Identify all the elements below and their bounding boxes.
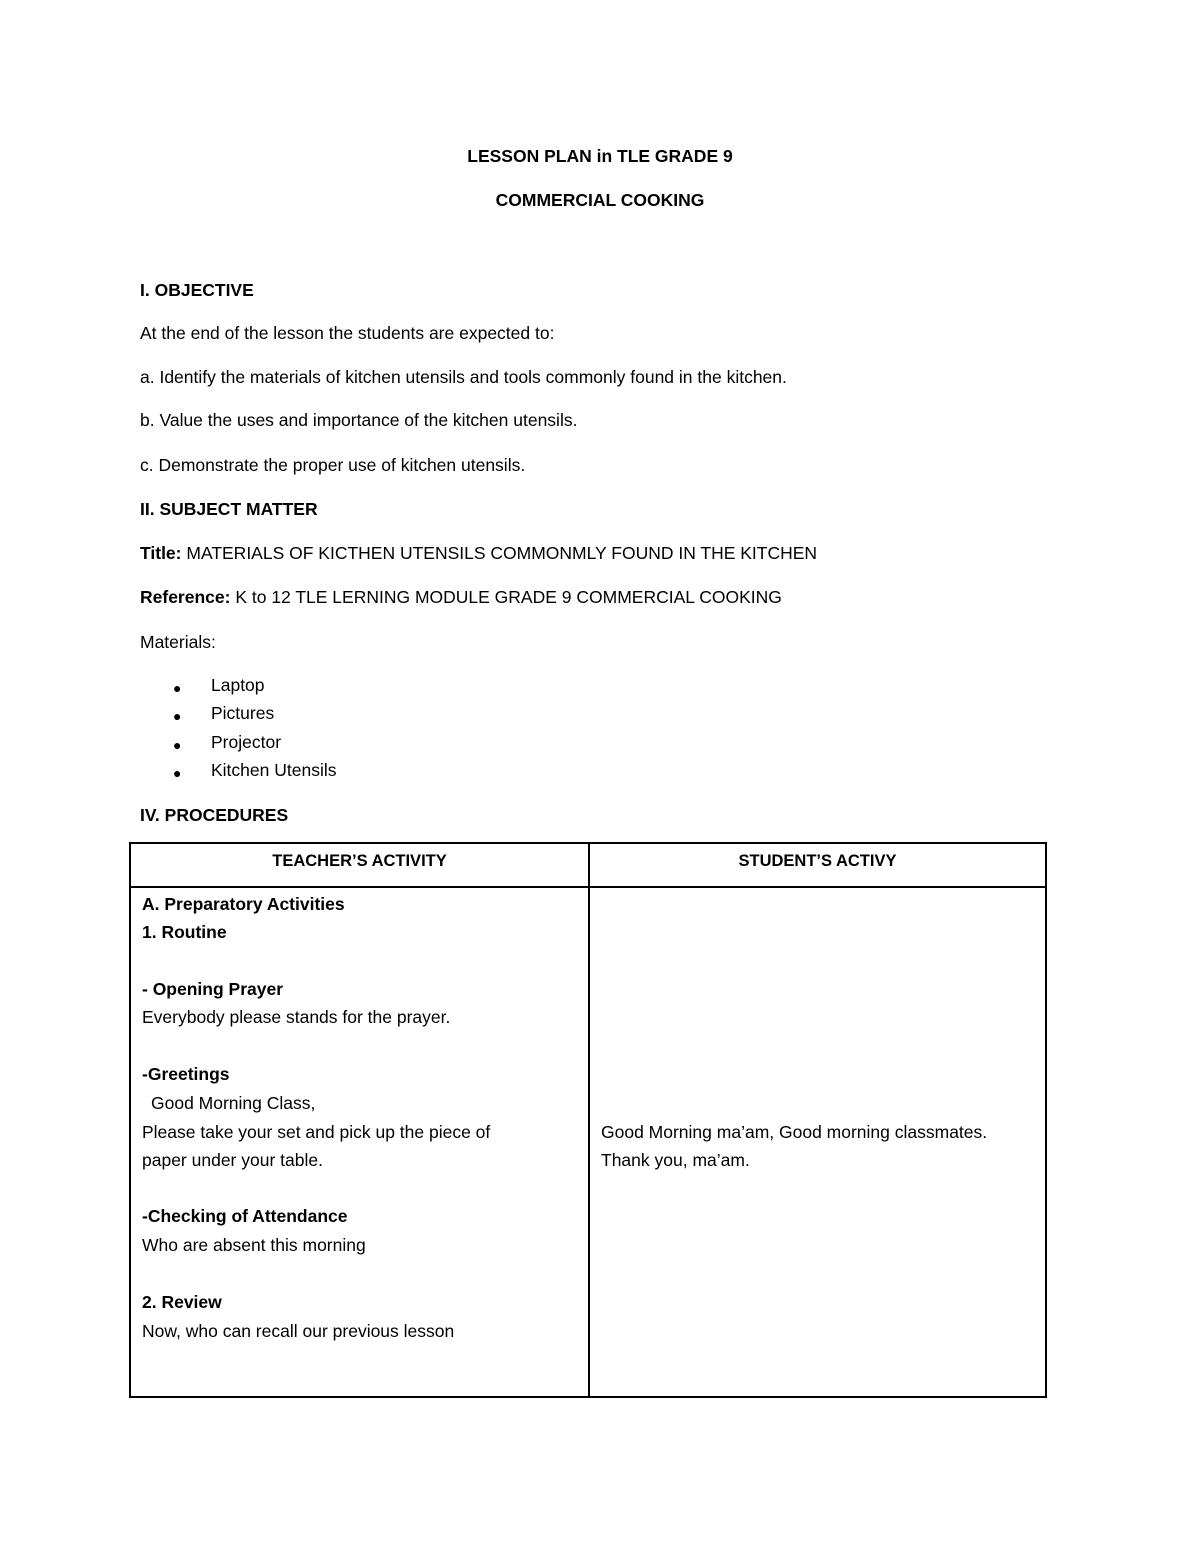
subject-reference-value: K to 12 TLE LERNING MODULE GRADE 9 COMMERCIAL COOKING [230,587,782,607]
document-title: LESSON PLAN in TLE GRADE 9 [467,146,733,166]
student-response-line-1: Good Morning ma’am, Good morning classmates. [601,1122,988,1142]
material-item: Laptop [211,675,265,695]
subject-reference-line [140,586,782,608]
objective-heading: I. OBJECTIVE [140,280,254,300]
objective-intro: At the end of the lesson the students are expected to: [140,323,555,343]
review-heading: 2. Review [142,1292,222,1312]
greetings-line-3: paper under your table. [142,1150,323,1170]
material-item: Projector [211,731,282,752]
table-header-divider [131,886,1045,888]
subject-title-line [140,542,817,564]
material-item: Kitchen Utensils [211,759,337,780]
attendance-text: Who are absent this morning [142,1235,366,1255]
review-text: Now, who can recall our previous lesson [142,1321,455,1341]
materials-label: Materials: [140,632,216,652]
material-item: Pictures [211,703,275,724]
attendance-heading: -Checking of Attendance [142,1206,348,1226]
bullet-icon: ● [173,736,182,753]
greetings-heading: -Greetings [142,1064,230,1084]
subject-title-label: Title: [140,543,182,563]
subject-matter-heading: II. SUBJECT MATTER [140,499,318,519]
objective-item-b: b. Value the uses and importance of the kitchen utensils. [140,410,578,430]
greetings-line-2: Please take your set and pick up the piece of [142,1122,491,1142]
objective-item-a: a. Identify the materials of kitchen utensils and tools commonly found in the kitchen. [140,367,787,387]
subject-title-value: MATERIALS OF KICTHEN UTENSILS COMMONMLY FOUND IN THE KITCHEN [181,543,818,563]
procedures-heading: IV. PROCEDURES [140,805,289,825]
routine-heading: 1. Routine [142,922,227,942]
teacher-activity-header: TEACHER’S ACTIVITY [272,852,447,870]
opening-prayer-text: Everybody please stands for the prayer. [142,1007,451,1027]
student-response-line-2: Thank you, ma’am. [601,1150,750,1170]
greetings-line-1: Good Morning Class, [151,1093,316,1113]
procedures-table [129,842,1047,1398]
table-column-divider [588,844,590,1396]
objective-item-c: c. Demonstrate the proper use of kitchen utensils. [140,455,526,475]
student-activity-header: STUDENT’S ACTIVY [738,852,897,870]
subject-reference-label: Reference: [140,587,231,607]
bullet-icon: ● [173,680,182,696]
opening-prayer-heading: - Opening Prayer [142,979,284,999]
document-subtitle: COMMERCIAL COOKING [495,190,705,210]
prep-activities-heading: A. Preparatory Activities [142,894,345,914]
bullet-icon: ● [173,708,182,725]
bullet-icon: ● [173,764,182,781]
